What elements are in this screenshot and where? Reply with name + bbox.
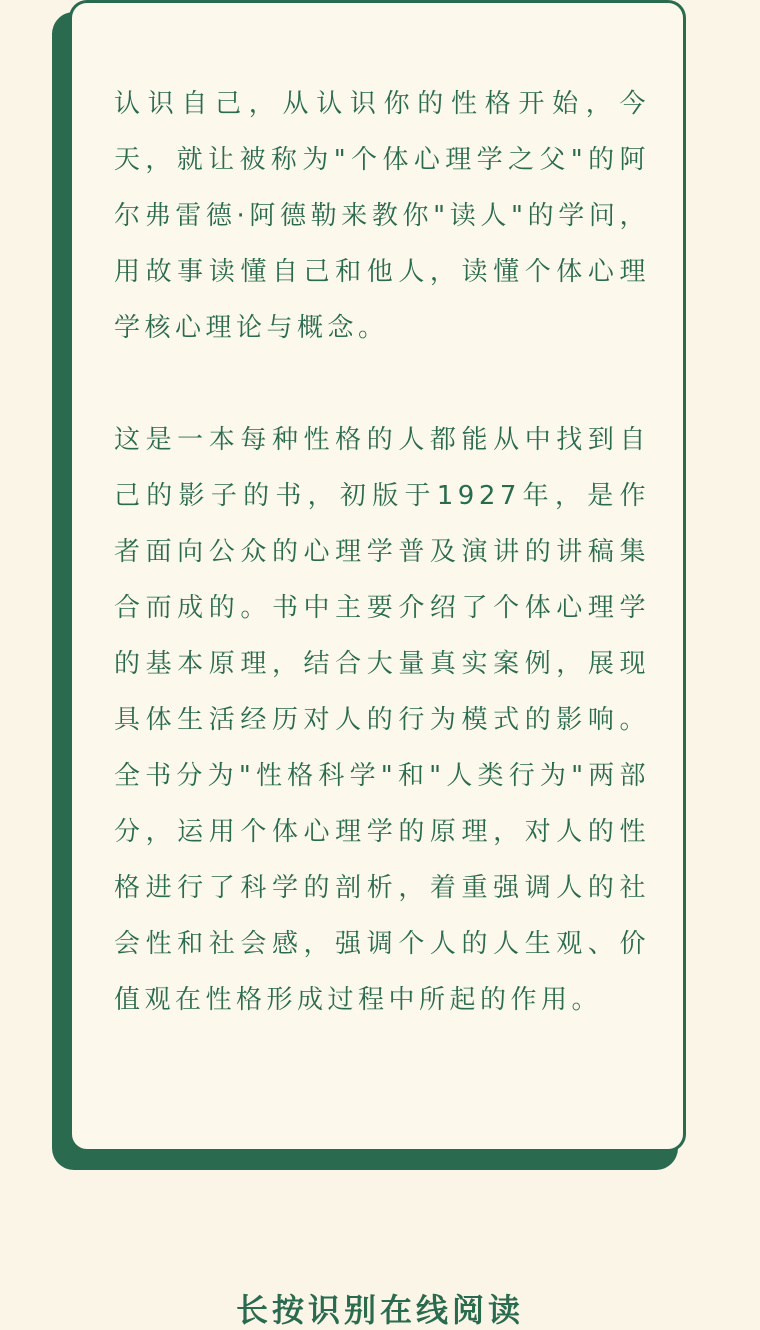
book-description-card	[69, 0, 686, 1152]
next-section-title: 长按识别在线阅读	[235, 1291, 524, 1329]
description-paragraph-1: 认识自己，从认识你的性格开始，今天，就让被称为"个体心理学之父"的阿尔弗雷德·阿德勒来教你"读人"的学问，用故事读懂自己和他人，读懂个体心理学核心理论与概念。	[114, 89, 650, 343]
description-paragraph-2: 这是一本每种性格的人都能从中找到自己的影子的书，初版于1927年，是作者面向公众的心理学普及演讲的讲稿集合而成的。书中主要介绍了个体心理学的基本原理，结合大量真实案例，展现具体生活经历对人的行为模式的影响。全书分为"性格科学"和"人类行为"两部分，运用个体心理学的原理，对人的性格进行了科学的剖析，着重强调人的社会性和社会感，强调个人的人生观、价值观在性格形成过程中所起的作用。	[114, 425, 650, 1015]
